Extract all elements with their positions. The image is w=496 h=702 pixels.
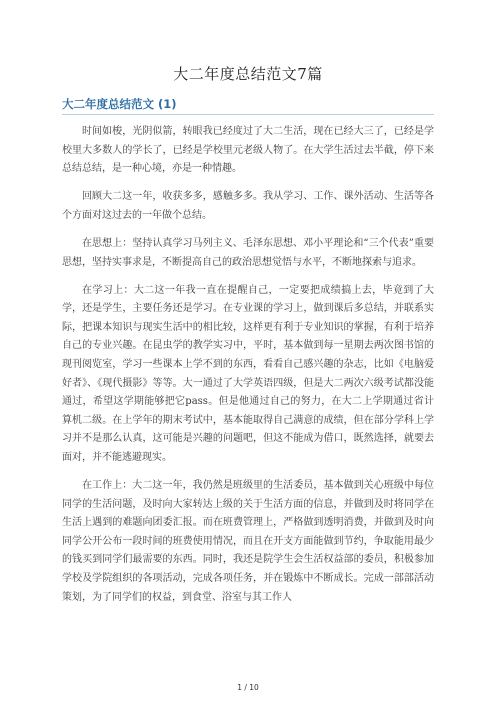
- document-title: 大二年度总结范文7篇: [173, 65, 323, 83]
- paragraph-intro: 时间如梭，光阴似箭，转眼我已经度过了大二生活，现在已经大三了，已经是学校里大多数人的学长了，已经是学校里元老级人物了。在大学生活过去半截，停下来总结总结，是一种心境，亦是一种情趣。: [62, 126, 434, 175]
- paragraph-thought: 在思想上：坚持认真学习马列主义、毛泽东思想、邓小平理论和“三个代表”重要思想，坚持实事求是，不断提高自己的政治思想觉悟与水平，不断地探索与追求。: [62, 237, 434, 268]
- paragraph-work: 在工作上：大二这一年，我仍然是班级里的生活委员，基本做到关心班级中每位同学的生活问题，及时向大家转达上级的关于生活方面的信息，并做到及时将同学在生活上遇到的难题向团委汇报。而在班费管理上，严格做到透明消费，并做到及时向同学公开公布一段时间的班费使用情况，而且在开支方面能做到节约，争取能用最少的钱买到同学们最需要的东西。同时，我还是院学生会生活权益部的委员，积极参加学校及学院组织的各项活动，完成各项任务，并在锻炼中不断成长。完成一部部活动策划，为了同学们的权益，到食堂、浴室与其工作人: [62, 480, 434, 603]
- section-heading: 大二年度总结范文 (1): [62, 97, 177, 111]
- body-text: [62, 123, 434, 617]
- page-number: 1 / 10: [237, 683, 259, 692]
- heading-underline: [62, 114, 434, 115]
- paragraph-review: 回顾大二这一年，收获多多，感触多多。我从学习、工作、课外活动、生活等各个方面对这过去的一年做个总结。: [62, 191, 434, 221]
- paragraph-study: 在学习上：大二这一年我一直在提醒自己，一定要把成绩搞上去，毕竟到了大学，还是学生，主要任务还是学习。在专业课的学习上，做到课后多总结，并联系实际，把课本知识与现实生活中的相比较，这样更有利于专业知识的掌握，有利于培养自己的专业兴趣。在昆虫学的教学实习中，平时，基本做到每一星期去两次图书馆的现刊阅览室，学习一些课本上学不到的东西，看看自己感兴趣的杂志，比如《电脑爱好者》、《现代摄影》等等。大一通过了大学英语四级，但是大二两次六级考试都没能通过，希望这学期能够把它pass。但是他通过自己的努力，在大二上学期通过省计算机二级。在上学年的期末考试中，基本能取得自己满意的成绩，但在部分学科上学习并不是那么认真，这可能是兴趣的问题吧，但这不能成为借口，既然选择，就要去面对，并不能逃避现实。: [62, 284, 434, 463]
